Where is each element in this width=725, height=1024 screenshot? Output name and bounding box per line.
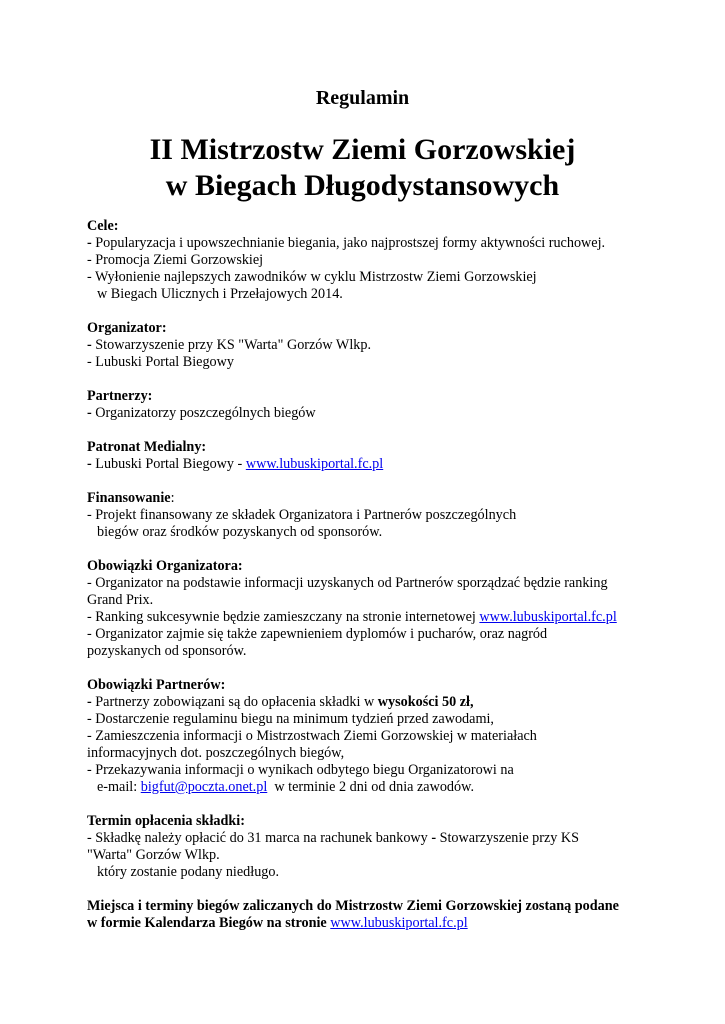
document-title-line2: w Biegach Długodystansowych: [165, 169, 560, 202]
email-prefix: e-mail:: [97, 779, 141, 795]
obowiazki-org-item-1a: - Organizator na podstawie informacji uzyskanych od Partnerów sporządzać będzie ranking: [87, 575, 608, 591]
cele-item-2: - Promocja Ziemi Gorzowskiej: [87, 252, 264, 268]
termin-item-1b: "Warta" Gorzów Wlkp.: [87, 847, 220, 863]
obowiazki-org-item-3a: - Organizator zajmie się także zapewnieniem dyplomów i pucharów, oraz nagród: [87, 626, 548, 642]
obowiazki-partn-item-3a: - Zamieszczenia informacji o Mistrzostwach Ziemi Gorzowskiej w materiałach: [87, 728, 537, 744]
bullet-dash: -: [87, 235, 96, 251]
termin-heading: Termin opłacenia składki:: [87, 813, 245, 829]
cele-item-3a: - Wyłonienie najlepszych zawodników w cyklu Mistrzostw Ziemi Gorzowskiej: [87, 269, 537, 285]
bullet-dash: -: [87, 694, 96, 710]
organizator-heading: Organizator:: [87, 320, 167, 336]
patronat-item-1-text: Lubuski Portal Biegowy -: [95, 456, 246, 472]
obowiazki-org-item-3b: pozyskanych od sponsorów.: [87, 643, 247, 659]
patronat-heading: Patronat Medialny:: [87, 439, 207, 455]
obowiazki-partn-item-4b: [87, 779, 687, 796]
obowiazki-partn-item-1: [87, 694, 687, 711]
obowiazki-partn-item-2: - Dostarczenie regulaminu biegu na minimum tydzień przed zawodami,: [87, 711, 494, 727]
email-suffix: w terminie 2 dni od dnia zawodów.: [267, 779, 474, 795]
organizator-item-1: [87, 337, 687, 354]
lubuskiportal-link[interactable]: www.lubuskiportal.fc.pl: [245, 456, 384, 472]
patronat-item-1: [87, 456, 687, 473]
bullet-dash: -: [87, 337, 96, 353]
organizator-item-2: - Lubuski Portal Biegowy: [87, 354, 234, 370]
termin-item-1a-text: - Składkę należy opłacić do 31 marca na rachunek bankowy: [87, 830, 432, 846]
finansowanie-item-1b: biegów oraz środków pozyskanych od sponsorów.: [97, 524, 383, 540]
cele-heading: Cele:: [87, 218, 119, 234]
termin-item-1a: [87, 830, 687, 847]
organizator-item-1-text: Stowarzyszenie przy KS "Warta" Gorzów Wlkp.: [95, 337, 372, 353]
bullet-dash: -: [87, 456, 96, 472]
lubuskiportal-link[interactable]: www.lubuskiportal.fc.pl: [330, 915, 468, 931]
finansowanie-item-1a: - Projekt finansowany ze składek Organizatora i Partnerów poszczególnych: [87, 507, 517, 523]
obowiazki-partn-item-4a: - Przekazywania informacji o wynikach odbytego biegu Organizatorowi na: [87, 762, 514, 778]
email-link[interactable]: bigfut@poczta.onet.pl: [140, 779, 268, 795]
finansowanie-heading: Finansowanie: [87, 490, 171, 506]
obowiazki-partnerow-heading: Obowiązki Partnerów:: [87, 677, 226, 693]
footer-line-2: [87, 915, 687, 932]
fee-amount: wysokości 50 zł,: [377, 694, 474, 710]
obowiazki-org-item-1b: Grand Prix.: [87, 592, 154, 608]
obowiazki-partn-item-3b: informacyjnych dot. poszczególnych biegów,: [87, 745, 345, 761]
termin-item-1a-end: Stowarzyszenie przy KS: [436, 830, 580, 846]
document-subtitle: Regulamin: [315, 87, 410, 109]
cele-item-3b: w Biegach Ulicznych i Przełajowych 2014.: [97, 286, 343, 302]
footer-line-2-text: w formie Kalendarza Biegów na stronie: [87, 915, 331, 931]
partnerzy-heading: Partnerzy:: [87, 388, 153, 404]
cele-item-1-text: Popularyzacja i upowszechnianie biegania, jako najprostszej formy aktywności ruchowej.: [95, 235, 606, 251]
obowiazki-partn-item-1-text: Partnerzy zobowiązani są do opłacenia składki w: [95, 694, 378, 710]
document-body: [87, 218, 687, 932]
finansowanie-colon: :: [170, 490, 175, 506]
footer-line-1: Miejsca i terminy biegów zaliczanych do Mistrzostw Ziemi Gorzowskiej zostaną podane: [87, 898, 619, 914]
obowiazki-organizatora-heading: Obowiązki Organizatora:: [87, 558, 243, 574]
termin-bold-dash: -: [431, 830, 437, 846]
bullet-dash: -: [87, 405, 96, 421]
partnerzy-item-1-text: Organizatorzy poszczególnych biegów: [95, 405, 316, 421]
finansowanie-heading-line: [87, 490, 687, 507]
obowiazki-org-item-2: [87, 609, 687, 626]
termin-item-1c: który zostanie podany niedługo.: [97, 864, 280, 880]
cele-item-1: [87, 235, 687, 252]
document-title-line1: II Mistrzostw Ziemi Gorzowskiej: [149, 133, 576, 166]
obowiazki-org-item-2-text: - Ranking sukcesywnie będzie zamieszczany na stronie internetowej: [87, 609, 480, 625]
partnerzy-item-1: [87, 405, 687, 422]
lubuskiportal-link[interactable]: www.lubuskiportal.fc.pl: [479, 609, 617, 625]
